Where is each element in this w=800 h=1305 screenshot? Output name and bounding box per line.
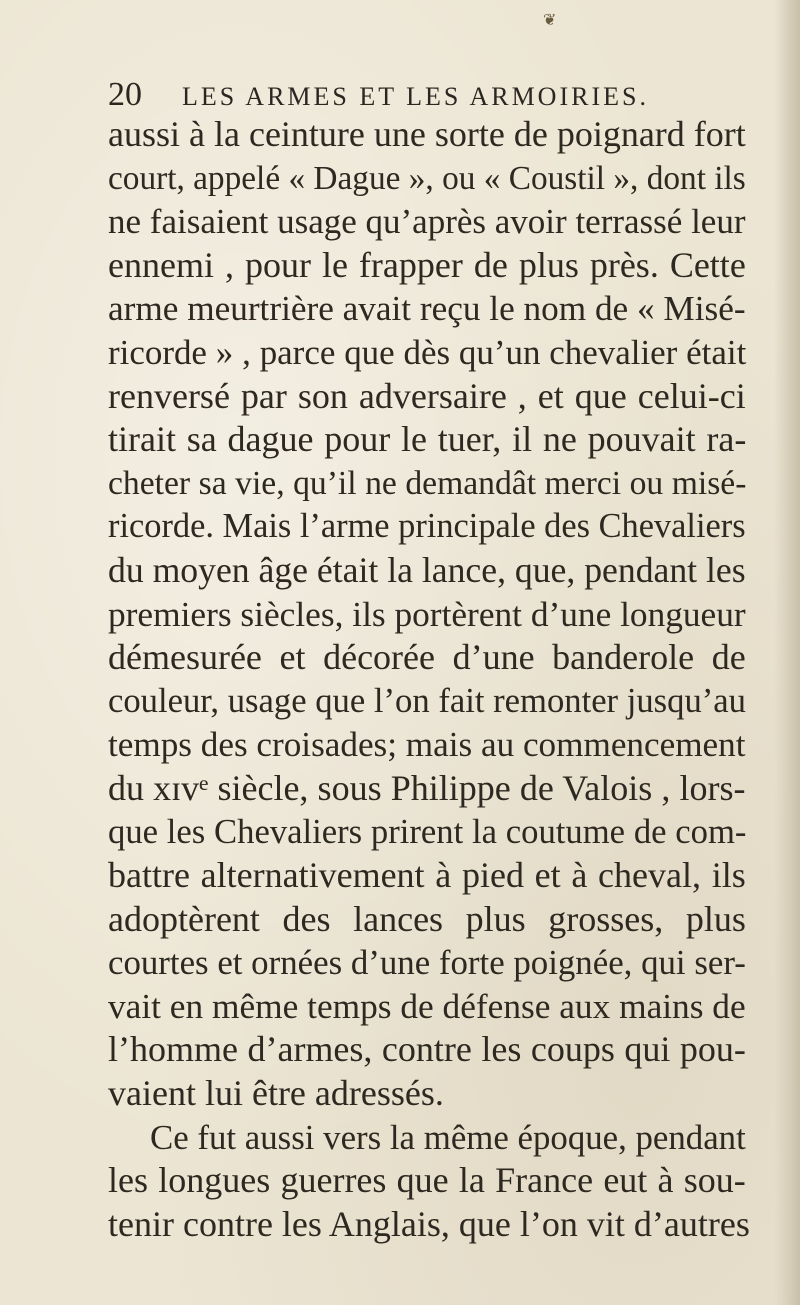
- running-title: LES ARMES ET LES ARMOIRIES.: [182, 82, 649, 111]
- text-line: temps des croisades; mais au commencement: [108, 725, 746, 765]
- text-line: du xɪvᵉ siècle, sous Philippe de Valois , lors-: [108, 767, 746, 808]
- text-line: ennemi , pour le frapper de plus près. Cette: [108, 244, 746, 285]
- text-line: que les Chevaliers prirent la coutume de com-: [108, 812, 747, 851]
- text-line: couleur, usage que l’on fait remonter jusqu’au: [108, 681, 746, 720]
- text-line: aussi à la ceinture une sorte de poignard fort: [108, 114, 746, 154]
- text-line: les longues guerres que la France eut à sou-: [108, 1160, 746, 1201]
- page-header: [108, 76, 649, 114]
- page-number: 20: [108, 76, 142, 113]
- text-line: courtes et ornées d’une forte poignée, qui ser-: [108, 943, 746, 983]
- text-line: tirait sa dague pour le tuer, il ne pouvait ra-: [108, 419, 747, 460]
- text-line: renversé par son adversaire , et que celui-ci: [108, 375, 746, 416]
- text-line: tenir contre les Anglais, que l’on vit d’autres: [108, 1203, 750, 1244]
- text-line: arme meurtrière avait reçu le nom de « Misé-: [108, 289, 746, 329]
- text-line: démesurée et décorée d’une banderole de: [108, 637, 746, 678]
- text-line: ne faisaient usage qu’après avoir terrassé leur: [108, 202, 746, 242]
- ornament-icon: ❦: [543, 10, 557, 29]
- paragraph-start-line: Ce fut aussi vers la même époque, pendant: [150, 1117, 746, 1157]
- body-text: [108, 113, 750, 1246]
- text-line: ricorde. Mais l’arme principale des Chevaliers: [108, 507, 746, 546]
- text-line: du moyen âge était la lance, que, pendant les: [108, 549, 746, 590]
- text-line: court, appelé « Dague », ou « Coustil », dont ils: [108, 159, 746, 197]
- text-line: ricorde » , parce que dès qu’un chevalier était: [108, 332, 747, 372]
- text-line: adoptèrent des lances plus grosses, plus: [108, 898, 746, 939]
- text-line: battre alternativement à pied et à cheval, ils: [108, 855, 746, 896]
- text-line: cheter sa vie, qu’il ne demandât merci ou misé-: [108, 464, 747, 502]
- text-line: vait en même temps de défense aux mains de: [108, 986, 746, 1026]
- text-line: l’homme d’armes, contre les coups qui pou-: [108, 1029, 746, 1070]
- page-edge-shadow: [774, 0, 800, 1305]
- text-line: premiers siècles, ils portèrent d’une longueur: [108, 594, 746, 634]
- text-line: vaient lui être adressés.: [108, 1073, 444, 1114]
